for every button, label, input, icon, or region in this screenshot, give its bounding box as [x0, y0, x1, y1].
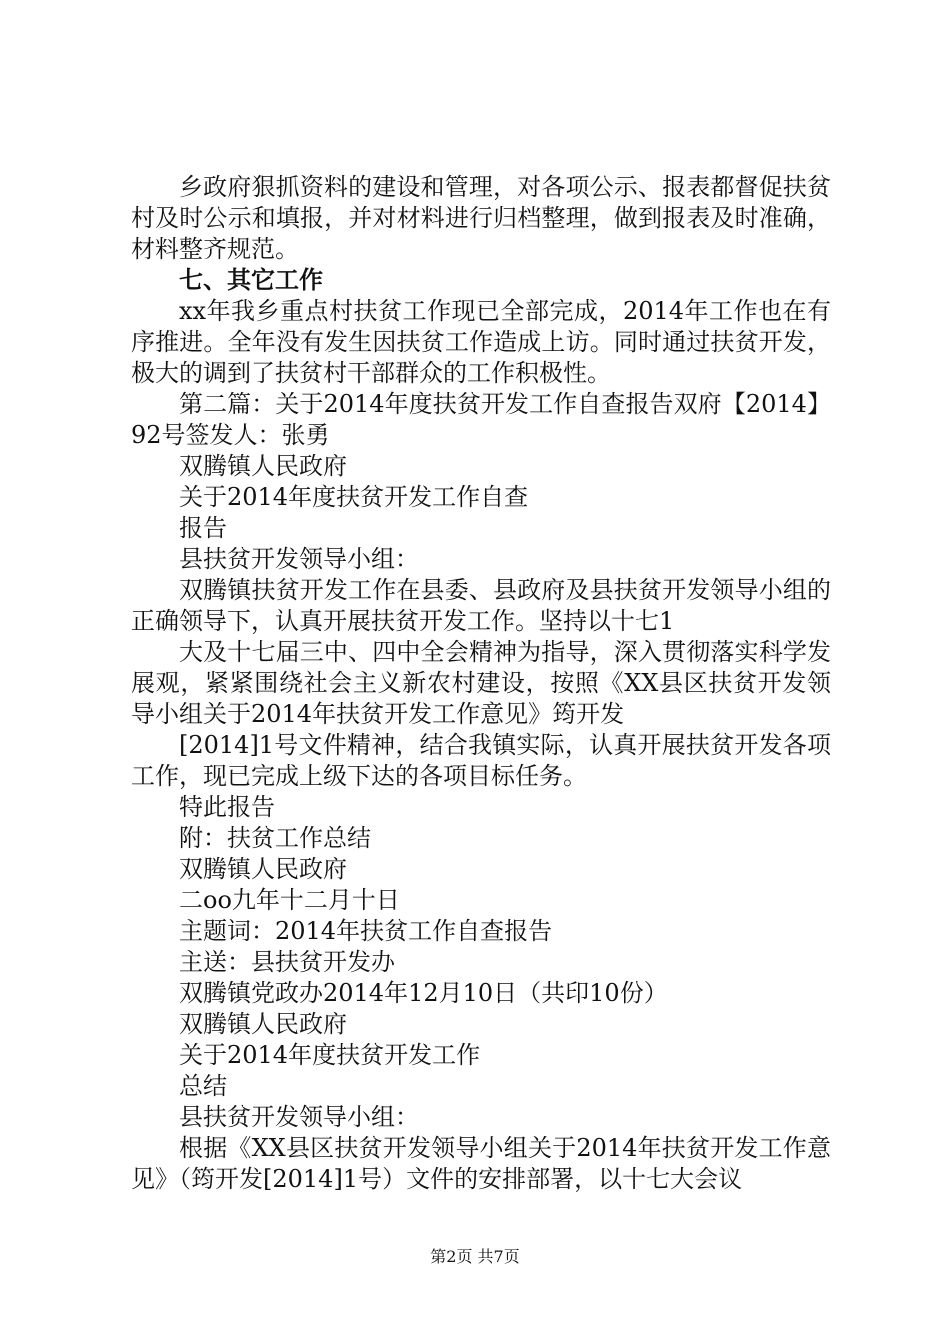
page-number-footer: 第2页 共7页 [430, 1247, 520, 1266]
paragraph: 乡政府狠抓资料的建设和管理，对各项公示、报表都督促扶贫村及时公示和填报，并对材料进行归档整理，做到报表及时准确，材料整齐规范。 [131, 173, 831, 263]
paragraph: 双腾镇人民政府 [179, 452, 347, 480]
paragraph: 总结 [179, 1072, 227, 1100]
paragraph: 双腾镇人民政府 [179, 855, 347, 883]
paragraph: 双腾镇扶贫开发工作在县委、县政府及县扶贫开发领导小组的正确领导下，认真开展扶贫开发工作。坚持以十七1 [131, 576, 831, 635]
paragraph: 关于2014年度扶贫开发工作 [179, 1041, 481, 1069]
paragraph: 根据《XX县区扶贫开发领导小组关于2014年扶贫开发工作意见》（筠开发[2014]1号）文件的安排部署，以十七大会议 [131, 1134, 831, 1193]
paragraph: 县扶贫开发领导小组： [179, 545, 419, 573]
paragraph: 主题词：2014年扶贫工作自查报告 [179, 917, 553, 945]
paragraph: 双腾镇人民政府 [179, 1010, 347, 1038]
paragraph: 县扶贫开发领导小组： [179, 1103, 419, 1131]
paragraph: 关于2014年度扶贫开发工作自查 [179, 483, 529, 511]
paragraph: 双腾镇党政办2014年12月10日（共印10份） [179, 979, 668, 1007]
paragraph: 报告 [179, 514, 227, 542]
section-heading: 七、其它工作 [179, 266, 323, 294]
paragraph: xx年我乡重点村扶贫工作现已全部完成，2014年工作也在有序推进。全年没有发生因扶贫工作造成上访。同时通过扶贫开发，极大的调到了扶贫村干部群众的工作积极性。 [131, 297, 831, 387]
paragraph: 主送：县扶贫开发办 [179, 948, 395, 976]
paragraph: 二oo九年十二月十日 [179, 886, 400, 914]
paragraph: [2014]1号文件精神，结合我镇实际，认真开展扶贫开发各项工作，现已完成上级下达的各项目标任务。 [131, 731, 831, 790]
paragraph: 附：扶贫工作总结 [179, 824, 371, 852]
document-body [131, 172, 831, 1195]
paragraph: 第二篇：关于2014年度扶贫开发工作自查报告双府【2014】92号签发人：张勇 [131, 390, 831, 449]
paragraph: 大及十七届三中、四中全会精神为指导，深入贯彻落实科学发展观，紧紧围绕社会主义新农村建设，按照《XX县区扶贫开发领导小组关于2014年扶贫开发工作意见》筠开发 [131, 638, 831, 728]
paragraph: 特此报告 [179, 793, 275, 821]
